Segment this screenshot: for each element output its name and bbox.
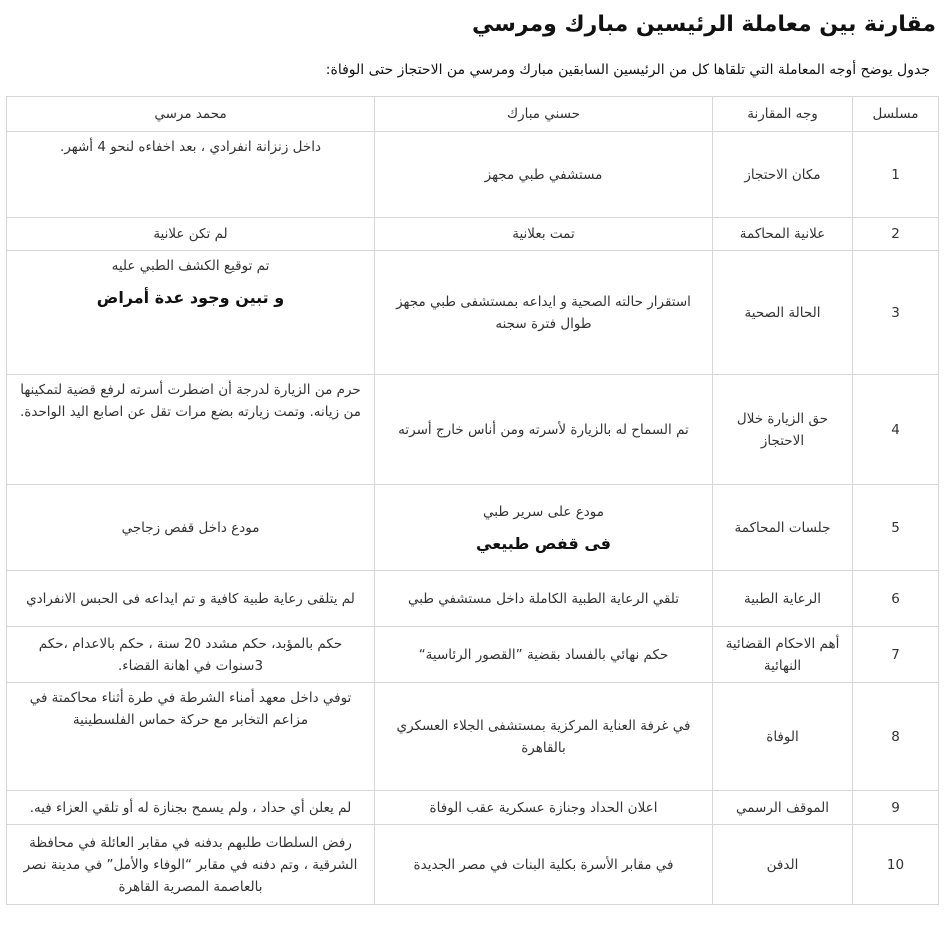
cell-mubarak: حكم نهائي بالفساد بقضية ”القصور الرئاسية“ bbox=[375, 627, 713, 683]
cell-morsi: لم تكن علانية bbox=[7, 218, 375, 251]
cell-morsi bbox=[7, 251, 375, 375]
cell-serial: 9 bbox=[853, 791, 939, 825]
cell-mubarak bbox=[375, 485, 713, 571]
cell-aspect: الدفن bbox=[713, 825, 853, 905]
table-row bbox=[7, 825, 939, 905]
table-row bbox=[7, 132, 939, 218]
cell-mubarak: تم السماح له بالزيارة لأسرته ومن أناس خارج أسرته bbox=[375, 375, 713, 485]
cell-morsi: رفض السلطات طلبهم بدفنه في مقابر العائلة في محافظة الشرقية ، وتم دفنه في مقابر “الوفاء والأمل” في مدينة نصر بالعاصمة المصرية القاهرة bbox=[7, 825, 375, 905]
cell-mubarak: في غرفة العناية المركزية بمستشفى الجلاء العسكري بالقاهرة bbox=[375, 683, 713, 791]
cell-aspect: الموقف الرسمي bbox=[713, 791, 853, 825]
cell-morsi: لم يعلن أي حداد ، ولم يسمح بجنازة له أو تلقي العزاء فيه. bbox=[7, 791, 375, 825]
table-row bbox=[7, 218, 939, 251]
cell-aspect: جلسات المحاكمة bbox=[713, 485, 853, 571]
cell-mubarak: اعلان الحداد وجنازة عسكرية عقب الوفاة bbox=[375, 791, 713, 825]
table-row bbox=[7, 791, 939, 825]
table-row bbox=[7, 627, 939, 683]
table-row bbox=[7, 571, 939, 627]
cell-mubarak: استقرار حالته الصحية و ايداعه بمستشفى طبي مجهز طوال فترة سجنه bbox=[375, 251, 713, 375]
cell-morsi: مودع داخل قفص زجاجي bbox=[7, 485, 375, 571]
cell-serial: 3 bbox=[853, 251, 939, 375]
header-aspect: وجه المقارنة bbox=[713, 97, 853, 132]
cell-aspect: حق الزيارة خلال الاحتجاز bbox=[713, 375, 853, 485]
cell-mubarak: في مقابر الأسرة بكلية البنات في مصر الجديدة bbox=[375, 825, 713, 905]
table-header-row bbox=[7, 97, 939, 132]
table-row bbox=[7, 251, 939, 375]
cell-serial: 10 bbox=[853, 825, 939, 905]
table-row bbox=[7, 375, 939, 485]
cell-aspect: الحالة الصحية bbox=[713, 251, 853, 375]
cell-serial: 1 bbox=[853, 132, 939, 218]
morsi-health-line2: و تبين وجود عدة أمراض bbox=[96, 288, 285, 307]
comparison-table bbox=[6, 96, 939, 905]
cell-mubarak: مستشفي طبي مجهز bbox=[375, 132, 713, 218]
header-serial: مسلسل bbox=[853, 97, 939, 132]
page-title: مقارنة بين معاملة الرئيسين مبارك ومرسي bbox=[471, 12, 936, 37]
cell-aspect: مكان الاحتجاز bbox=[713, 132, 853, 218]
cell-mubarak: تمت بعلانية bbox=[375, 218, 713, 251]
header-morsi: محمد مرسي bbox=[7, 97, 375, 132]
mubarak-sessions-line1: مودع على سرير طبي bbox=[483, 503, 604, 520]
cell-serial: 2 bbox=[853, 218, 939, 251]
table-caption: جدول يوضح أوجه المعاملة التي تلقاها كل من الرئيسين السابقين مبارك ومرسي من الاحتجاز حتى الوفاة: bbox=[325, 62, 930, 78]
cell-aspect: الرعاية الطبية bbox=[713, 571, 853, 627]
cell-aspect: أهم الاحكام القضائية النهائية bbox=[713, 627, 853, 683]
cell-morsi: لم يتلقى رعاية طبية كافية و تم ايداعه فى الحبس الانفرادي bbox=[7, 571, 375, 627]
mubarak-sessions-line2: فى قفص طبيعي bbox=[476, 533, 611, 553]
header-mubarak: حسني مبارك bbox=[375, 97, 713, 132]
cell-serial: 7 bbox=[853, 627, 939, 683]
cell-morsi: حكم بالمؤبد، حكم مشدد 20 سنة ، حكم بالاعدام ،حكم 3سنوات في اهانة القضاء. bbox=[7, 627, 375, 683]
cell-serial: 6 bbox=[853, 571, 939, 627]
morsi-health-line1: تم توقيع الكشف الطبي عليه bbox=[111, 258, 270, 274]
cell-aspect: الوفاة bbox=[713, 683, 853, 791]
table-row bbox=[7, 485, 939, 571]
table-row bbox=[7, 683, 939, 791]
cell-serial: 8 bbox=[853, 683, 939, 791]
cell-mubarak: تلقي الرعاية الطبية الكاملة داخل مستشفي طبي bbox=[375, 571, 713, 627]
cell-aspect: علانية المحاكمة bbox=[713, 218, 853, 251]
cell-serial: 4 bbox=[853, 375, 939, 485]
cell-morsi: حرم من الزيارة لدرجة أن اضطرت أسرته لرفع قضية لتمكينها من زيانه. وتمت زيارته بضع مرات تقل عن اصابع اليد الواحدة. bbox=[7, 375, 375, 485]
cell-serial: 5 bbox=[853, 485, 939, 571]
cell-morsi: داخل زنزانة انفرادي ، بعد اخفاءه لنحو 4 أشهر. bbox=[7, 132, 375, 218]
cell-morsi: توفي داخل معهد أمناء الشرطة في طرة أثناء محاكمتة في مزاعم التخابر مع حركة حماس الفلسطينية bbox=[7, 683, 375, 791]
